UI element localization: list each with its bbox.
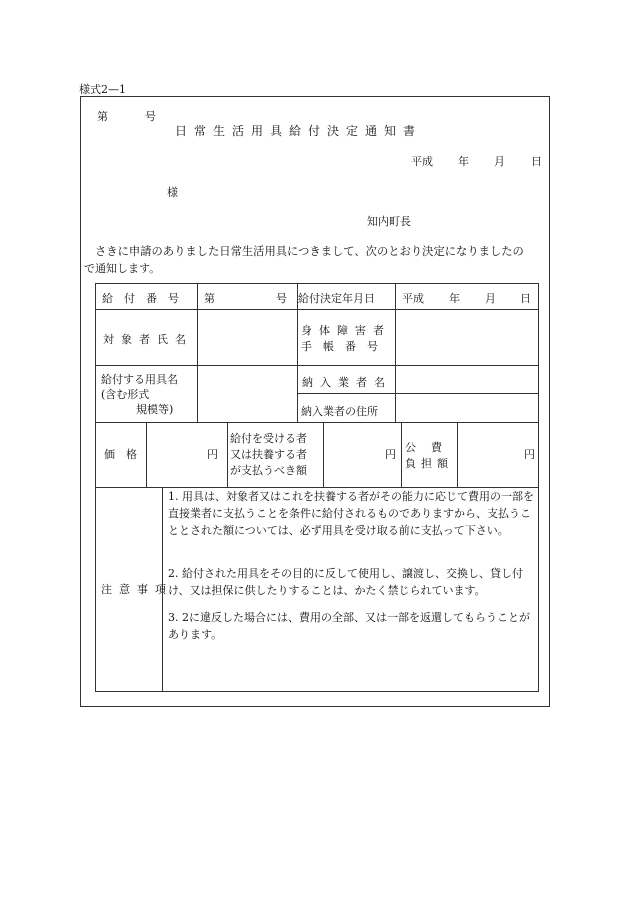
- header-dai-label: 第: [97, 110, 108, 123]
- price-label: 価格: [104, 448, 148, 461]
- row-divider-3: [297, 393, 538, 394]
- public-expense-unit: 円: [524, 448, 535, 461]
- subject-name-label: 対象者氏名: [103, 333, 193, 346]
- col-divider-g: [323, 422, 324, 487]
- vendor-name-label: 納入業者名: [302, 376, 392, 389]
- notes-label: 注意事項: [101, 583, 173, 596]
- decision-date-year: 年: [449, 292, 460, 305]
- header-go-label: 号: [145, 110, 156, 123]
- col-divider-d: [395, 309, 396, 422]
- col-divider-i: [457, 422, 458, 487]
- note-item-2: 2. 給付された用具をその目的に反して使用し、譲渡し、交換し、貸し付け、又は担保に供したりすることは、かたく禁じられています。: [168, 567, 523, 597]
- col-divider-h: [401, 422, 402, 487]
- recipient-suffix: 様: [167, 186, 178, 199]
- intro-line-2: で通知します。: [84, 262, 161, 275]
- issuer: 知内町長: [367, 215, 411, 228]
- document-title: 日常生活用具給付決定通知書: [175, 124, 423, 138]
- col-divider-c: [395, 284, 396, 309]
- public-expense-label-2: 負担額: [405, 457, 453, 470]
- row-divider-1: [96, 309, 538, 310]
- col-divider-a: [197, 284, 198, 422]
- header-date-month: 月: [494, 155, 505, 168]
- header-date-day: 日: [531, 155, 542, 168]
- payer-unit: 円: [385, 448, 396, 461]
- equipment-label-1: 給付する用具名: [101, 373, 178, 386]
- grant-number-dai: 第: [204, 292, 215, 305]
- public-expense-label-1: 公 費: [405, 441, 444, 454]
- payer-label-1: 給付を受ける者: [230, 432, 307, 445]
- vendor-address-label: 納入業者の住所: [301, 405, 378, 418]
- payer-label-2: 又は扶養する者: [230, 448, 307, 461]
- equipment-label-3: 規模等): [136, 403, 174, 416]
- col-divider-f: [227, 422, 228, 487]
- disability-cert-label-1: 身体障害者: [301, 324, 391, 337]
- intro-line-1: さきに申請のありました日常生活用具につきまして、次のとおり決定になりましたの: [95, 245, 524, 258]
- equipment-label-2: (含む形式: [101, 388, 150, 401]
- note-item-3: 3. 2に違反した場合には、費用の全部、又は一部を返還してもらうことがあります。: [168, 611, 530, 641]
- header-date-year: 年: [458, 155, 469, 168]
- decision-date-day: 日: [520, 292, 531, 305]
- form-id: 様式2—1: [79, 83, 126, 96]
- grant-number-go: 号: [276, 292, 287, 305]
- decision-date-month: 月: [485, 292, 496, 305]
- disability-cert-label-2: 手帳番号: [301, 340, 389, 353]
- row-divider-4: [96, 422, 538, 423]
- grant-number-label: 給付番号: [102, 292, 190, 305]
- payer-label-3: が支払うべき額: [230, 464, 307, 477]
- note-item-1: 1. 用具は、対象者又はこれを扶養する者がその能力に応じて費用の一部を直接業者に支払うことを条件に給付されるものでありますから、支払うこととされた額については、必ず用具を受け取る前に支払って下さい。: [168, 490, 534, 537]
- row-divider-2: [96, 365, 538, 366]
- header-date-era: 平成: [411, 155, 433, 168]
- price-unit: 円: [207, 448, 218, 461]
- decision-date-label: 給付決定年月日: [298, 292, 375, 305]
- decision-date-era: 平成: [402, 292, 424, 305]
